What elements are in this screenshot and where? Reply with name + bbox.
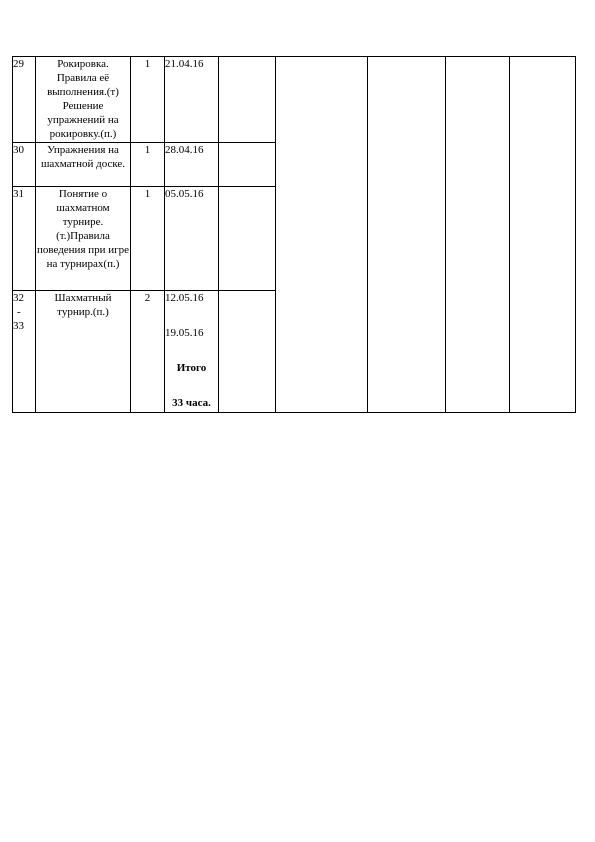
lesson-date: 28.04.16 bbox=[165, 143, 219, 187]
empty-cell bbox=[219, 291, 276, 413]
empty-cell bbox=[219, 143, 276, 187]
lesson-plan-table bbox=[12, 56, 576, 413]
lesson-dates bbox=[165, 291, 219, 413]
row-number: 30 bbox=[13, 143, 36, 187]
row-number-dash: - bbox=[17, 306, 21, 318]
lesson-date: 05.05.16 bbox=[165, 187, 219, 291]
table-row bbox=[13, 57, 576, 143]
empty-cell bbox=[219, 57, 276, 143]
empty-cell bbox=[510, 57, 576, 413]
lesson-date: 21.04.16 bbox=[165, 57, 219, 143]
empty-cell bbox=[276, 57, 368, 413]
row-number bbox=[13, 291, 36, 413]
total-label: Итого bbox=[176, 362, 207, 374]
hours-count: 1 bbox=[131, 57, 165, 143]
row-number-start: 32 bbox=[13, 292, 24, 304]
hours-count: 1 bbox=[131, 187, 165, 291]
lesson-topic: Шахматный турнир.(п.) bbox=[36, 291, 131, 413]
lesson-topic: Упражнения на шахматной доске. bbox=[36, 143, 131, 187]
total-value: 33 часа. bbox=[172, 397, 211, 409]
empty-cell bbox=[219, 187, 276, 291]
hours-count: 1 bbox=[131, 143, 165, 187]
row-number-end: 33 bbox=[13, 320, 24, 332]
row-number: 31 bbox=[13, 187, 36, 291]
hours-count: 2 bbox=[131, 291, 165, 413]
empty-cell bbox=[446, 57, 510, 413]
lesson-topic: Понятие о шахматном турнире. (т.)Правила поведения при игре на турнирах(п.) bbox=[36, 187, 131, 291]
lesson-date: 12.05.16 bbox=[165, 292, 204, 304]
lesson-topic: Рокировка. Правила её выполнения.(т) Решение упражнений на рокировку.(п.) bbox=[36, 57, 131, 143]
row-number: 29 bbox=[13, 57, 36, 143]
empty-cell bbox=[368, 57, 446, 413]
lesson-date: 19.05.16 bbox=[165, 327, 204, 339]
